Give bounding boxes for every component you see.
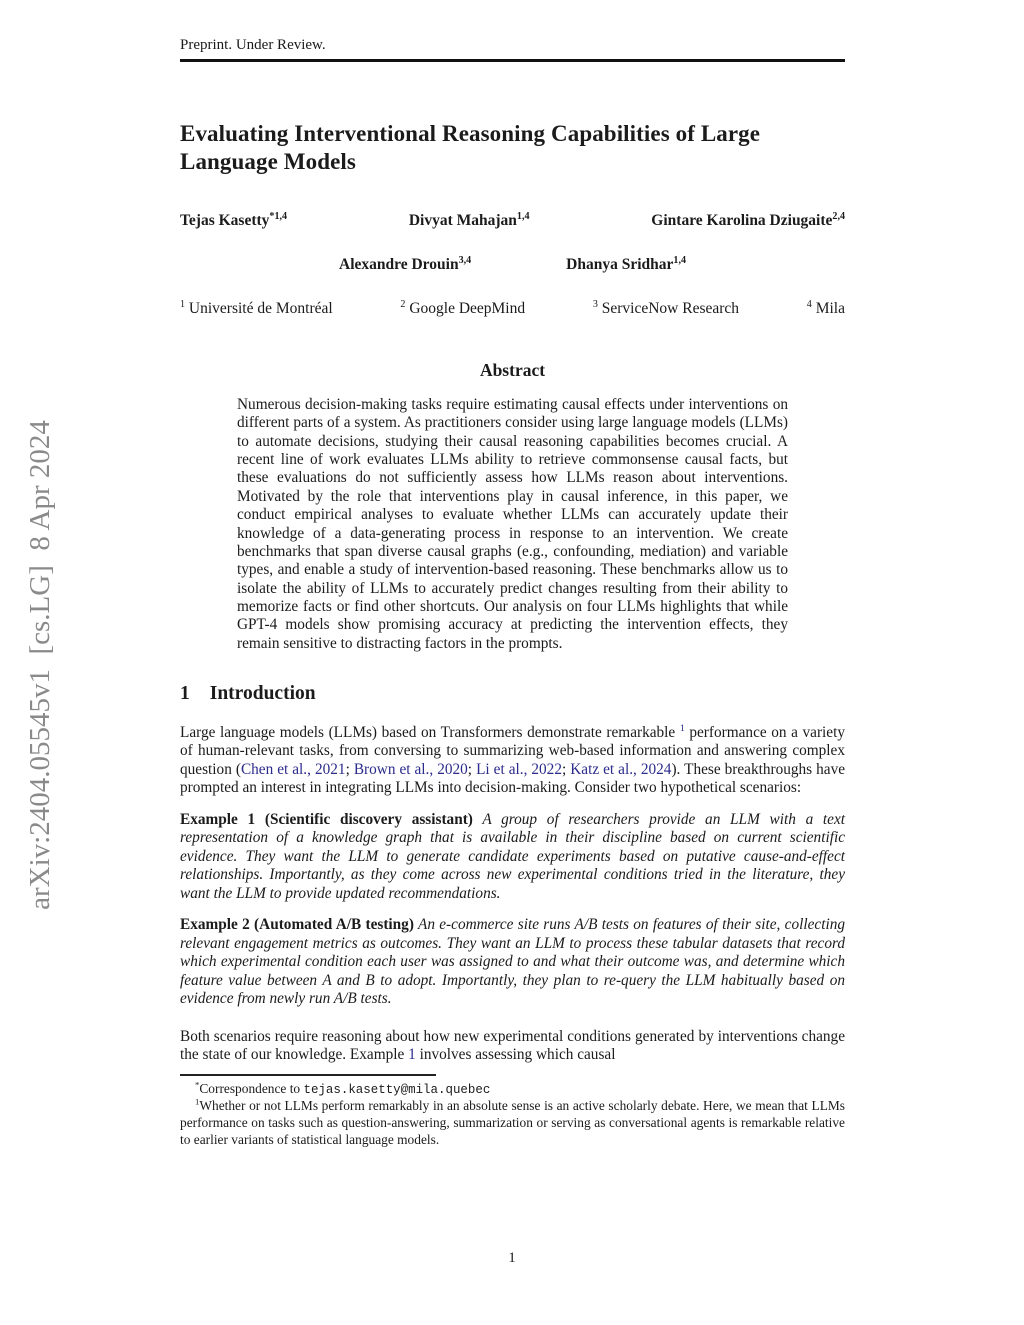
- text-run: Whether or not LLMs perform remarkably in an absolute sense is an active scholarly debate. Here, we mean that LLMs performance on tasks such as question-answering, summarization or serving as conversational agents is remarkable relative to earlier variants of statistical language models.: [180, 1098, 845, 1147]
- text-run: performance on a variety of human-relevant tasks, from conversing to summarizing web-based information and answering complex question (: [180, 723, 845, 778]
- author-affiliation-marker: 2,4: [832, 210, 845, 222]
- author-affiliation-marker: 3,4: [458, 254, 472, 266]
- text-run: Large language models (LLMs) based on Transformers demonstrate remarkable: [180, 723, 680, 741]
- abstract-heading: Abstract: [479, 360, 546, 381]
- footnote-ref-link[interactable]: 1: [679, 722, 685, 734]
- authors-row-2: [180, 256, 845, 274]
- footnote-correspondence: [180, 1081, 845, 1098]
- author-name: Alexandre Drouin: [339, 256, 459, 274]
- affiliation-google-deepmind: [400, 300, 525, 318]
- example-1-paragraph: [180, 811, 845, 904]
- citation-link[interactable]: Katz et al., 2024: [570, 760, 672, 778]
- affiliations-row: [180, 300, 845, 318]
- email-text: tejas.kasetty@mila.quebec: [303, 1082, 491, 1097]
- section-1-heading: [180, 683, 845, 705]
- citation-link[interactable]: Brown et al., 2020: [353, 760, 468, 778]
- affiliation-universite-de-montreal: [180, 300, 333, 318]
- affiliation-name: Google DeepMind: [409, 300, 526, 318]
- author-dhanya-sridhar: [566, 256, 686, 274]
- citation-link[interactable]: 1: [408, 1046, 416, 1064]
- text-run: ;: [345, 760, 354, 778]
- text-run: involves assessing which causal: [415, 1046, 616, 1064]
- abstract-text: Numerous decision-making tasks require estimating causal effects under interventions on different parts of a system. As practitioners consider using large language models (LLMs) to automate decisions, studying their causal reasoning capabilities becomes crucial. A recent line of work evaluates LLMs ability to retrieve commonsense causal facts, but these evaluations do not sufficiently assess how LLMs reason about interventions. Motivated by the role that interventions play in causal inference, in this paper, we conduct empirical analyses to evaluate whether LLMs can accurately update their knowledge of a data-generating process in response to an intervention. We create benchmarks that span diverse causal graphs (e.g., confounding, mediation) and variable types, and enable a study of intervention-based reasoning. These benchmarks allow us to isolate the ability of LLMs to accurately predict changes resulting from their ability to memorize facts or find other shortcuts. Our analysis on four LLMs highlights that while GPT-4 models show promising accuracy at predicting the intervention effects, they remain sensitive to distracting factors in the prompts.: [237, 396, 788, 652]
- paper-title: Evaluating Interventional Reasoning Capabilities of Large Language Models: [180, 121, 761, 175]
- affiliation-name: Mila: [815, 300, 845, 318]
- footnote-rule: [180, 1074, 436, 1076]
- superscript-marker: 1: [195, 1096, 200, 1107]
- affiliation-marker: 1: [180, 298, 186, 310]
- intro-paragraph-1: [180, 724, 845, 798]
- italic-run: A group of researchers provide an LLM with a text representation of a knowledge graph that is available in their discipline based on current scientific evidence. They want the LLM to generate candidate experiments based on putative cause-and-effect relationships. Importantly, as they come across new experimental conditions tried in the literature, they want the LLM to provide updated recommendations.: [180, 810, 845, 902]
- affiliation-name: ServiceNow Research: [601, 300, 740, 318]
- text-run: Correspondence to: [199, 1080, 304, 1096]
- page-content: [180, 0, 845, 1148]
- citation-link[interactable]: Li et al., 2022: [476, 760, 562, 778]
- text-run: Both scenarios require reasoning about how new experimental conditions generated by interventions change the state of our knowledge. Example: [180, 1027, 845, 1064]
- author-name: Divyat Mahajan: [408, 212, 517, 230]
- affiliation-mila: [807, 300, 845, 318]
- section-title: Introduction: [209, 682, 316, 704]
- author-affiliation-marker: 1,4: [516, 210, 530, 222]
- affiliation-marker: 3: [592, 298, 598, 310]
- author-affiliation-marker: 1,4: [673, 254, 686, 266]
- author-name: Gintare Karolina Dziugaite: [651, 212, 833, 230]
- intro-paragraph-2: [180, 1028, 845, 1065]
- affiliation-name: Université de Montréal: [188, 300, 333, 318]
- affiliation-marker: 4: [806, 298, 812, 310]
- page-number: 1: [508, 1250, 516, 1266]
- author-gintare-karolina-dziugaite: [651, 212, 845, 230]
- affiliation-marker: 2: [400, 298, 406, 310]
- arxiv-watermark: arXiv:2404.05545v1 [cs.LG] 8 Apr 2024: [24, 420, 56, 910]
- bold-run: Example 1 (Scientific discovery assistant): [180, 810, 473, 828]
- authors-row-1: [180, 212, 845, 230]
- superscript-marker: *: [195, 1079, 200, 1090]
- author-name: Dhanya Sridhar: [566, 256, 674, 274]
- author-name: Tejas Kasetty: [180, 212, 270, 230]
- text-run: ;: [467, 760, 477, 778]
- author-affiliation-marker: *1,4: [269, 210, 288, 222]
- affiliation-servicenow-research: [593, 300, 739, 318]
- footnote-1: [180, 1098, 845, 1148]
- citation-link[interactable]: Chen et al., 2021: [240, 760, 346, 778]
- author-tejas-kasetty: [180, 212, 287, 230]
- section-number: 1: [180, 682, 190, 704]
- header-rule: [180, 59, 845, 62]
- example-2-paragraph: [180, 916, 845, 1009]
- text-run: ). These breakthroughs have prompted an interest in integrating LLMs into decision-making. Consider two hypothetical scenarios:: [180, 760, 846, 797]
- bold-run: Example 2 (Automated A/B testing): [180, 916, 414, 934]
- preprint-status-label: Preprint. Under Review.: [180, 37, 326, 53]
- author-divyat-mahajan: [409, 212, 530, 230]
- italic-run: An e-commerce site runs A/B tests on features of their site, collecting relevant engagement metrics as outcomes. They want an LLM to process these tabular datasets that record which experimental condition each user was assigned to and what their outcome was, and determine which feature value between A and B to adopt. Importantly, they plan to re-query the LLM habitually based on evidence from newly run A/B tests.: [180, 916, 845, 1008]
- author-alexandre-drouin: [339, 256, 471, 274]
- text-run: ;: [561, 760, 571, 778]
